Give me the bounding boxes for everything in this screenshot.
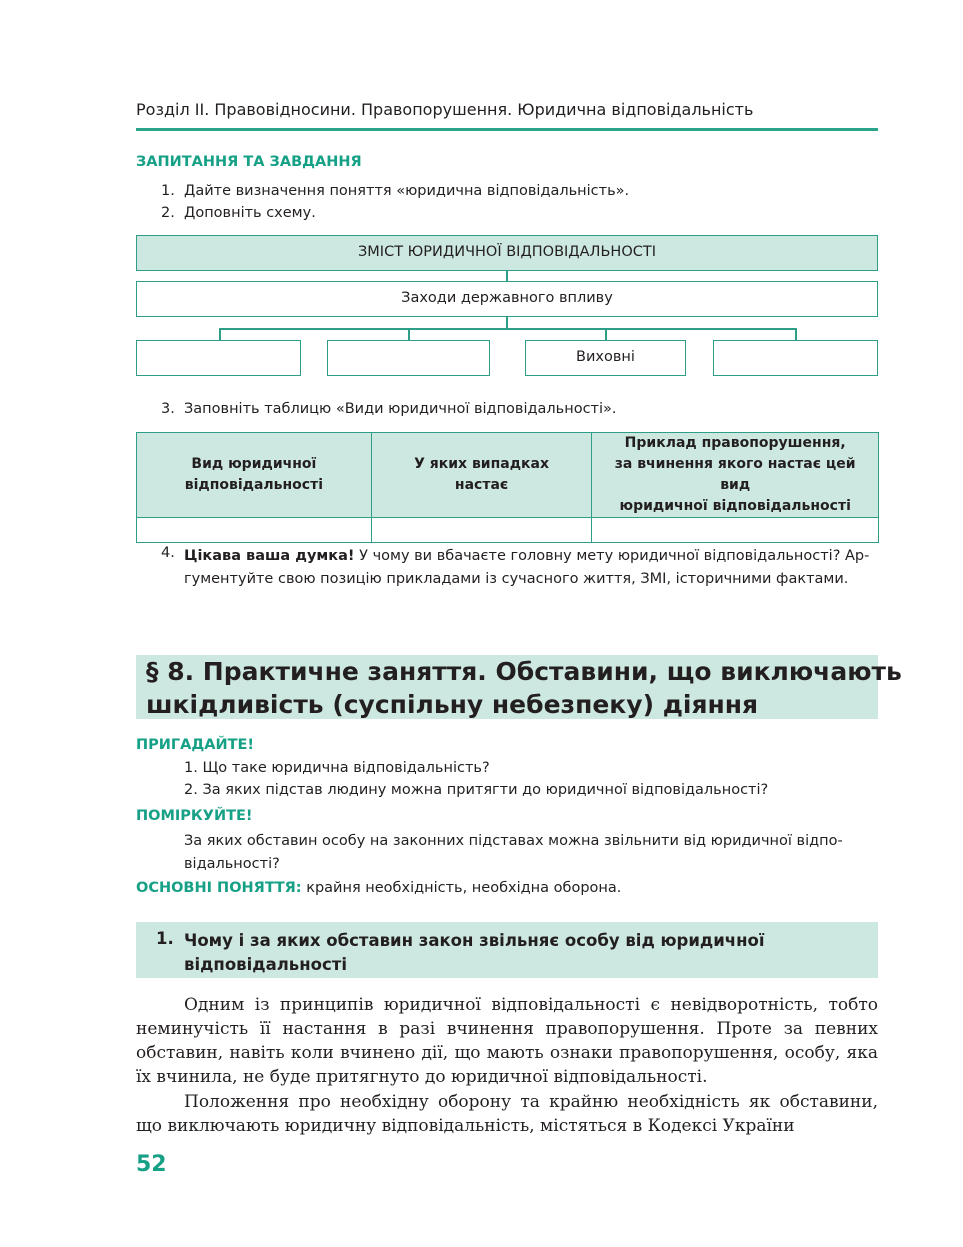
running-head: Розділ ІІ. Правовідносини. Правопорушення. Юридична відповідальність <box>136 100 754 119</box>
scheme-connector <box>506 317 508 328</box>
section-title <box>146 655 902 721</box>
header-rule <box>136 128 878 131</box>
question-4-emphasis: Цікава ваша думка! <box>184 548 355 564</box>
table-header-cell <box>137 433 372 518</box>
table-header-cell <box>592 433 879 518</box>
subsection-title: Чому і за яких обставин закон звільняє особу від юридичної відповідальності <box>184 931 765 974</box>
page-number: 52 <box>136 1152 167 1177</box>
table-cell <box>371 518 592 543</box>
question-2: Доповніть схему. <box>184 205 316 221</box>
table-cell <box>137 518 372 543</box>
scheme-connector <box>605 328 607 340</box>
section-title-line: шкідливість (суспільну небезпеку) діяння <box>146 690 759 719</box>
scheme-connector <box>795 328 797 340</box>
header-line: відповідальності <box>184 477 324 493</box>
question-4-text: У чому ви вбачаєте головну мету юридичної відповідальності? Ар- <box>359 548 870 564</box>
question-1-number: 1. <box>161 183 175 199</box>
scheme-connector <box>219 328 221 340</box>
subsection-number: 1. <box>156 929 174 948</box>
scheme-box-4 <box>713 340 878 376</box>
scheme-box-1 <box>136 340 301 376</box>
recall-item: 1. Що таке юридична відповідальність? <box>184 760 490 776</box>
body-paragraph: Одним із принципів юридичної відповідальності є невідворотність, тобто неминучість її настання в разі вчинення правопорушення. Проте за певних обставин, навіть коли вчинено дії, що мають ознаки правопорушення, особу, яка їх вчинила, не буде притягнуто до юридичної відповідальності. <box>136 995 878 1087</box>
think-text <box>184 830 878 876</box>
scheme-branch-line <box>219 328 796 330</box>
scheme-connector <box>506 271 508 281</box>
key-concepts-text: крайня необхідність, необхідна оборона. <box>306 880 622 896</box>
header-line: юридичної відповідальності <box>619 498 851 514</box>
body-paragraph: Положення про необхідну оборону та крайню необхідність як обставини, що виключають юридичну відповідальність, містяться в Кодексі України <box>136 1092 878 1136</box>
header-line: Вид юридичної <box>191 456 317 472</box>
header-line: У яких випадках <box>414 456 550 472</box>
responsibility-types-table <box>136 432 879 543</box>
scheme-box-2 <box>327 340 490 376</box>
think-line: За яких обставин особу на законних підставах можна звільнити від юридичної відпо- <box>184 833 843 849</box>
scheme-top-box: ЗМІСТ ЮРИДИЧНОЇ ВІДПОВІДАЛЬНОСТІ <box>136 235 878 271</box>
question-1: Дайте визначення поняття «юридична відповідальність». <box>184 183 630 199</box>
think-line: відальності? <box>184 856 280 872</box>
table-header-cell <box>371 433 592 518</box>
question-2-number: 2. <box>161 205 175 221</box>
think-heading: ПОМІРКУЙТЕ! <box>136 808 253 824</box>
table-cell <box>592 518 879 543</box>
question-3-number: 3. <box>161 401 175 417</box>
header-line: Приклад правопорушення, <box>624 435 846 451</box>
section-title-line: § 8. Практичне заняття. Обставини, що виключають <box>146 657 902 686</box>
question-3: Заповніть таблицю «Види юридичної відповідальності». <box>184 401 617 417</box>
table-header-row <box>137 433 879 518</box>
key-concepts-heading: ОСНОВНІ ПОНЯТТЯ: <box>136 880 302 896</box>
header-line: за вчинення якого настає цей вид <box>614 456 856 493</box>
question-4 <box>184 545 878 591</box>
recall-item: 2. За яких підстав людину можна притягти до юридичної відповідальності? <box>184 782 769 798</box>
scheme-connector <box>408 328 410 340</box>
question-4-number: 4. <box>161 545 175 561</box>
questions-heading: ЗАПИТАННЯ ТА ЗАВДАННЯ <box>136 154 362 170</box>
header-line: настає <box>454 477 509 493</box>
scheme-middle-box: Заходи державного впливу <box>136 281 878 317</box>
question-4-text: гументуйте свою позицію прикладами із сучасного життя, ЗМІ, історичними фактами. <box>184 571 849 587</box>
scheme-box-3: Виховні <box>525 340 686 376</box>
recall-heading: ПРИГАДАЙТЕ! <box>136 737 255 753</box>
table-row <box>137 518 879 543</box>
key-concepts <box>136 880 621 896</box>
